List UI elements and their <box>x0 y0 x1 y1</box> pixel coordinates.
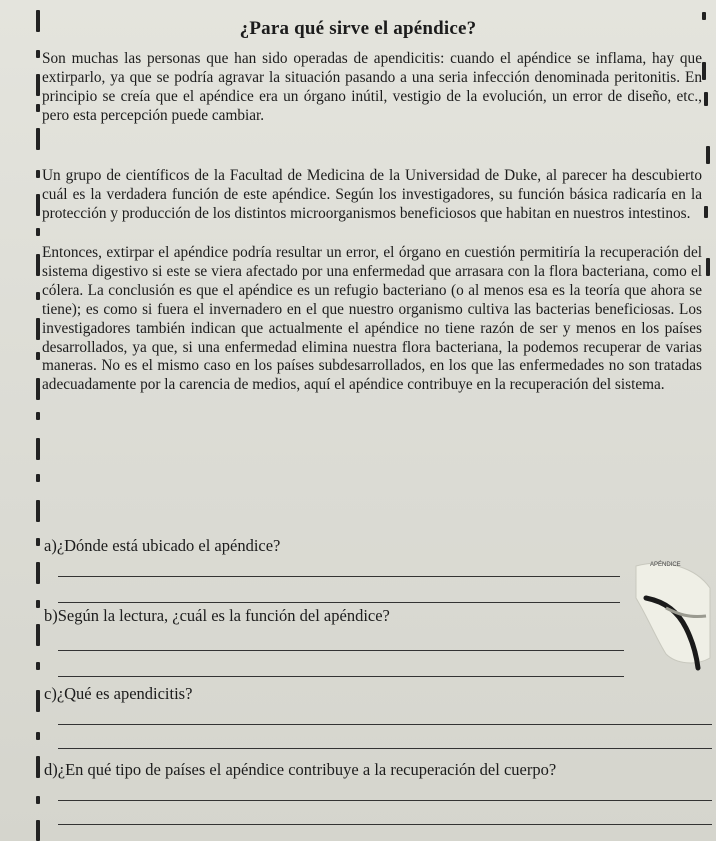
page-title: ¿Para qué sirve el apéndice? <box>239 18 477 39</box>
margin-mark <box>36 170 40 178</box>
answer-line-c-1 <box>58 724 712 725</box>
question-b: b)Según la lectura, ¿cuál es la función del apéndice? <box>44 606 390 625</box>
answer-line-d-1 <box>58 800 712 801</box>
answer-line-b-2 <box>58 676 624 677</box>
margin-mark <box>36 662 40 670</box>
paragraph-3: Entonces, extirpar el apéndice podría resultar un error, el órgano en cuestión permitiría la recuperación del sistema digestivo si este se viera afectado por una enfermedad que arrasara con la flora bacteriana, como el cólera. La conclusión es que el apéndice es un refugio bacteriano (o al menos esa es la teoría que ahora se tiene); es como si fuera el invernadero en el que nuestro organismo cultiva las bacterias beneficiosas. Los investigadores también indican que actualmente el apéndice no tiene razón de ser y menos en los países desarrollados, ya que, si una enfermedad elimina nuestra flora bacteriana, la podemos recuperar de varias maneras. No es el mismo caso en los países subdesarrollados, en los que las enfermedades no son tratadas adecuadamente por la carencia de medios, aquí el apéndice contribuye en la recuperación del sistema. <box>42 244 702 394</box>
margin-mark <box>36 378 40 400</box>
margin-mark <box>36 194 40 216</box>
margin-mark <box>706 258 710 276</box>
margin-mark <box>36 74 40 96</box>
margin-mark <box>36 690 40 712</box>
margin-mark <box>36 732 40 740</box>
margin-mark <box>36 352 40 360</box>
margin-mark <box>36 318 40 340</box>
margin-mark <box>36 796 40 804</box>
paragraph-1: Son muchas las personas que han sido operadas de apendicitis: cuando el apéndice se inflama, hay que extirparlo, ya que se podría agravar la situación pasando a una seria infección denominada peritonitis. En principio se creía que el apéndice era un órgano inútil, vestigio de la evolución, un error de diseño, etc., pero esta percepción puede cambiar. <box>42 50 702 124</box>
margin-mark <box>36 474 40 482</box>
margin-mark <box>36 820 40 841</box>
margin-mark <box>36 254 40 276</box>
answer-line-c-2 <box>58 748 712 749</box>
sticker-label: APÉNDICE <box>650 562 681 568</box>
question-a: a)¿Dónde está ubicado el apéndice? <box>44 536 281 555</box>
question-c: c)¿Qué es apendicitis? <box>44 684 193 703</box>
margin-mark <box>36 538 40 546</box>
margin-mark <box>704 92 708 106</box>
answer-line-d-2 <box>58 824 712 825</box>
answer-line-a-2 <box>58 602 620 603</box>
margin-mark <box>36 624 40 646</box>
margin-mark <box>36 562 40 584</box>
margin-mark <box>36 500 40 522</box>
margin-mark <box>36 292 40 300</box>
question-d: d)¿En qué tipo de países el apéndice contribuye a la recuperación del cuerpo? <box>44 760 557 779</box>
margin-mark <box>36 128 40 150</box>
answer-line-a-1 <box>58 576 620 577</box>
margin-mark <box>702 62 706 80</box>
margin-mark <box>36 756 40 778</box>
margin-mark <box>36 600 40 608</box>
margin-mark <box>36 104 40 112</box>
margin-mark <box>706 146 710 164</box>
margin-mark <box>36 412 40 420</box>
margin-mark <box>36 438 40 460</box>
margin-mark <box>36 228 40 236</box>
margin-mark <box>704 206 708 218</box>
margin-mark <box>36 50 40 58</box>
appendix-illustration <box>626 558 712 678</box>
answer-line-b-1 <box>58 650 624 651</box>
paragraph-2: Un grupo de científicos de la Facultad de Medicina de la Universidad de Duke, al parecer ha descubierto cuál es la verdadera función de este apéndice. Según los investigadores, su función básica radicaría en la protección y producción de los distintos microorganismos beneficiosos que habitan en nuestros intestinos. <box>42 167 702 222</box>
